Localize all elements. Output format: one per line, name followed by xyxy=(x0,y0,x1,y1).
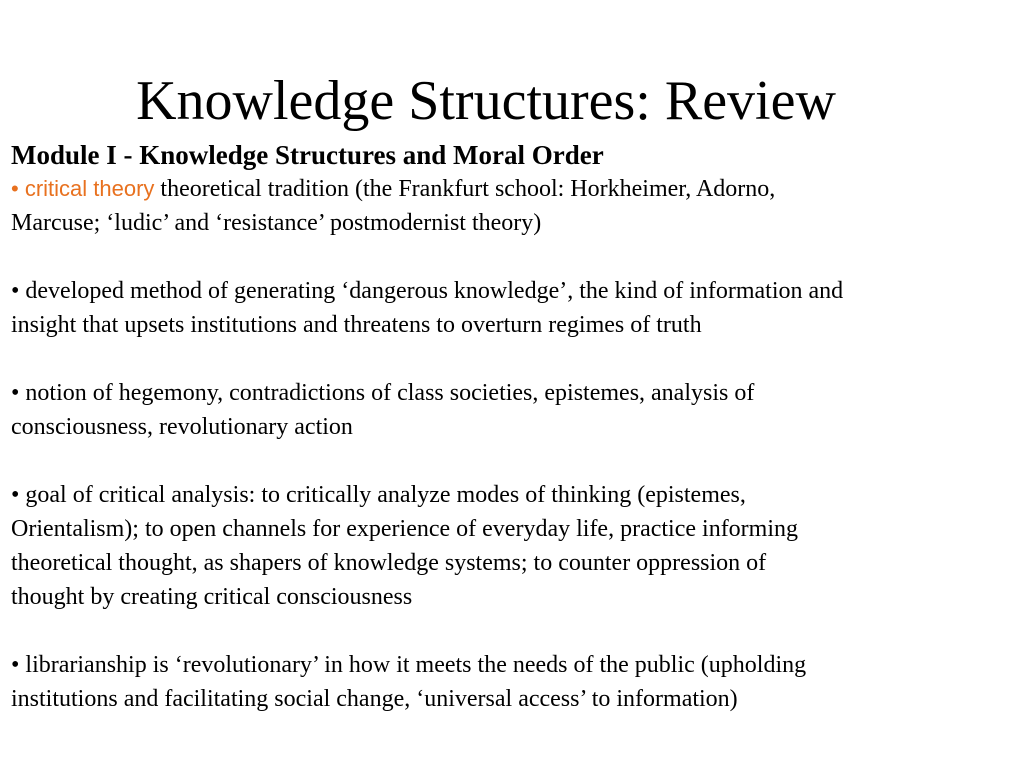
bullet-line: theoretical thought, as shapers of knowledge systems; to counter oppression of xyxy=(11,550,767,576)
bullet-dangerous-knowledge xyxy=(11,274,1016,342)
module-heading: Module I - Knowledge Structures and Moral Order xyxy=(11,140,604,170)
bullet-line: thought by creating critical consciousness xyxy=(11,584,413,610)
bullet-line: Orientalism); to open channels for experience of everyday life, practice informing xyxy=(11,516,799,542)
bullet-hegemony xyxy=(11,376,1016,444)
bullet-critical-theory xyxy=(11,172,1016,240)
bullet-text: theoretical tradition (the Frankfurt school: Horkheimer, Adorno, xyxy=(154,176,776,202)
bullet-librarianship xyxy=(11,648,1016,716)
bullet-line xyxy=(11,172,1016,206)
bullet-line: • developed method of generating ‘dangerous knowledge’, the kind of information and xyxy=(11,278,844,304)
bullet-line: • librarianship is ‘revolutionary’ in how it meets the needs of the public (upholding xyxy=(11,652,807,678)
slide-body xyxy=(11,138,1016,750)
bullet-line: insight that upsets institutions and threatens to overturn regimes of truth xyxy=(11,312,702,338)
bullet-line: • goal of critical analysis: to critically analyze modes of thinking (epistemes, xyxy=(11,482,746,508)
bullet-line: institutions and facilitating social change, ‘universal access’ to information) xyxy=(11,686,738,712)
bullet-line: consciousness, revolutionary action xyxy=(11,414,353,440)
bullet-goal-of-critical-analysis xyxy=(11,478,1016,614)
slide-title: Knowledge Structures: Review xyxy=(136,70,836,132)
bullet-line: Marcuse; ‘ludic’ and ‘resistance’ postmodernist theory) xyxy=(11,210,542,236)
bullet-line: • notion of hegemony, contradictions of class societies, epistemes, analysis of xyxy=(11,380,755,406)
critical-theory-term: • critical theory xyxy=(11,176,155,201)
